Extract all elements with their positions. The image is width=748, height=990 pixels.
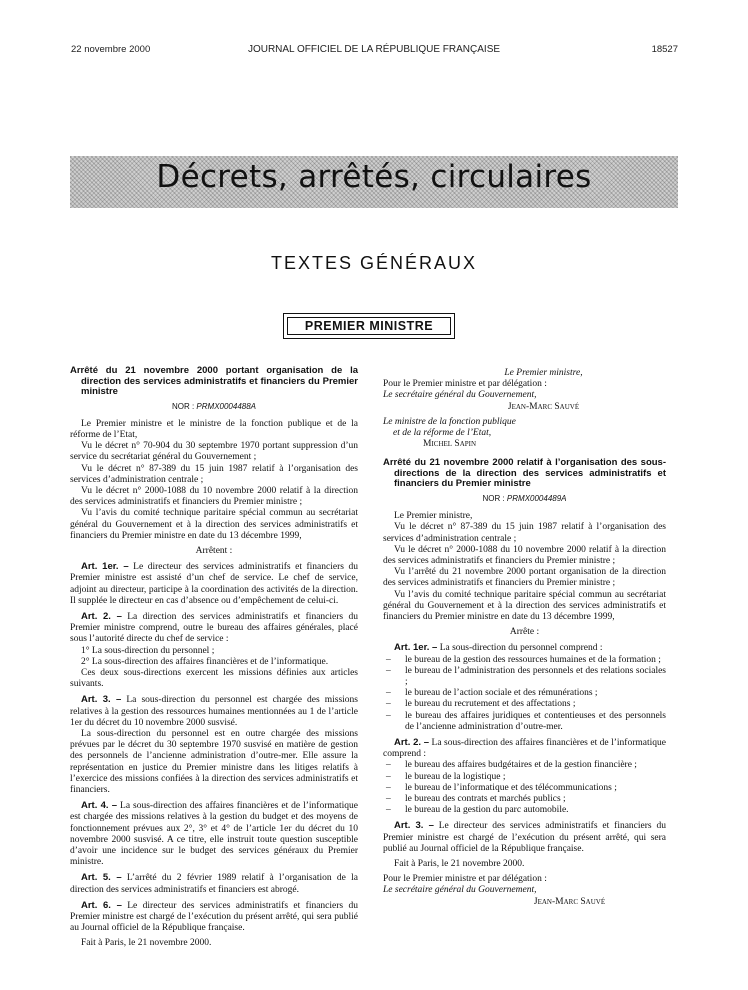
paragraph: Vu le décret n° 87-389 du 15 juin 1987 relatif à l’organisation des services d’administration centrale ; — [383, 522, 666, 544]
decree-title: Arrêté du 21 novembre 2000 portant organisation de la direction des services administratifs et financiers du Premier ministre — [70, 365, 358, 397]
article-label: Art. 2. – — [394, 736, 430, 748]
left-column — [70, 366, 358, 950]
article-6 — [70, 900, 358, 935]
article-3 — [70, 694, 358, 729]
article-1 — [383, 642, 666, 654]
article-text: Le directeur des services administratifs et financiers du Premier ministre est assisté d’un chef de service. Le chef de service, adjoint au directeur, participe à la coordination des activités de la direction. Il supplée le directeur en cas d’absence ou d’empêchement de celui-ci. — [70, 562, 358, 606]
signatory-name: Michel Sapin — [423, 439, 477, 450]
article-text: L’arrêté du 2 février 1989 relatif à l’organisation de la direction des services administratifs et financiers est abrogé. — [70, 873, 358, 895]
paragraph: Le Premier ministre, — [394, 511, 473, 522]
nor-label: NOR : — [482, 493, 507, 503]
article-text: Le directeur des services administratifs et financiers du Premier ministre est chargé de l’exécution du présent arrêté, qui sera publié au Journal officiel de la République française. — [70, 900, 358, 934]
article-label: Art. 1er. – — [394, 642, 438, 654]
paragraph: Le Premier ministre et le ministre de la fonction publique et de la réforme de l’Etat, — [70, 418, 358, 440]
done-at: Fait à Paris, le 21 novembre 2000. — [81, 938, 212, 949]
signature-line: Le ministre de la fonction publique — [383, 416, 516, 427]
paragraph: Vu le décret n° 70-904 du 30 septembre 1970 portant suppression d’un service du secrétariat général du Gouvernement ; — [70, 441, 358, 463]
signature-line: Pour le Premier ministre et par délégation : — [383, 379, 547, 390]
list-item-text: le bureau des affaires juridiques et contentieuses et des personnels de l’ancienne administration d’outre-mer. — [405, 710, 666, 732]
header-page-number: 18527 — [651, 44, 678, 55]
article-label: Art. 4. – — [81, 800, 118, 812]
decree-title: Arrêté du 21 novembre 2000 relatif à l’organisation des sous-directions de la direction des services administratifs et financiers du Premier ministre — [383, 457, 666, 490]
paragraph: Vu le décret n° 2000-1088 du 10 novembre 2000 relatif à la direction des services administratifs et financiers du Premier ministre ; — [70, 485, 358, 508]
list-item-text: le bureau de l’informatique et des télécommunications ; — [405, 782, 617, 793]
paragraph: Vu l’avis du comité technique paritaire spécial commun au secrétariat général du Gouvernement et à la direction des services administratifs et financiers du Premier ministre en date du 13 décembre 1999, — [383, 589, 666, 622]
right-column — [383, 368, 666, 908]
list-item: – le bureau du recrutement et des affectations ; — [386, 699, 576, 710]
list-item: – le bureau de l’informatique et des télécommunications ; — [386, 782, 617, 793]
list-item: – le bureau de la gestion du parc automobile. — [386, 805, 569, 816]
article-5 — [70, 872, 358, 895]
article-2 — [70, 611, 358, 646]
signature-line: Le secrétaire général du Gouvernement, — [383, 390, 537, 401]
list-item: 1° La sous-direction du personnel ; — [81, 645, 215, 656]
signature-line: Pour le Premier ministre et par délégation : — [383, 874, 547, 885]
banner-title: Décrets, arrêtés, circulaires — [156, 159, 592, 195]
article-2 — [383, 737, 666, 760]
list-item-text: le bureau des contrats et marchés publics ; — [405, 794, 566, 804]
paragraph: Vu le décret n° 87-389 du 15 juin 1987 relatif à l’organisation des services d’administration centrale ; — [70, 463, 358, 485]
arrete-heading: Arrête : — [509, 627, 540, 638]
list-item: – le bureau des affaires juridiques et contentieuses et des personnels de l’ancienne administration d’outre-mer. — [386, 710, 666, 732]
header-date: 22 novembre 2000 — [71, 44, 151, 55]
article-text: La sous-direction des affaires financières et de l’informatique est chargée des missions relatives à la gestion du budget et des moyens de fonctionnement prévues aux 2°, 3° et 4° de l’article 1er du décret du 10 novembre 2000 susvisé. A ce titre, elle instruit toute question susceptible d’avoir une incidence sur le budget des services généraux du Premier ministre. — [70, 801, 358, 868]
article-text: La direction des services administratifs et financiers du Premier ministre comprend, outre le bureau des affaires générales, placé sous l’autorité directe du chef de service : — [70, 611, 358, 645]
nor-reference — [70, 401, 358, 412]
article-text: La sous-direction du personnel comprend : — [437, 643, 603, 654]
article-label: Art. 3. – — [394, 820, 434, 832]
header-journal-title: JOURNAL OFFICIEL DE LA RÉPUBLIQUE FRANÇAISE — [247, 44, 501, 55]
signature-line: et de la réforme de l’Etat, — [393, 428, 492, 439]
nor-label: NOR : — [171, 401, 197, 411]
paragraph: La sous-direction du personnel est en outre chargée des missions prévues par le décret du 30 septembre 1970 susvisé en matière de gestion des personnels de l’ancienne administration d’outre-mer. Elle assure la représentation en justice du Premier ministre dans les litiges relatifs à l’exercice des missions confiées à la direction des services administratifs et financiers. — [70, 728, 358, 795]
list-item-text: le bureau des affaires budgétaires et de la gestion financière ; — [405, 760, 637, 771]
banner — [70, 156, 678, 208]
list-item-text: le bureau de la gestion des ressources humaines et de la formation ; — [405, 654, 661, 665]
article-label: Art. 2. – — [81, 610, 122, 622]
article-label: Art. 1er. – — [81, 561, 129, 573]
ministry-label: PREMIER MINISTRE — [287, 317, 451, 335]
article-text: La sous-direction des affaires financières et de l’informatique comprend : — [383, 737, 666, 760]
nor-code: PRMX0004488A — [196, 401, 257, 411]
signature-line: Le Premier ministre, — [504, 368, 583, 378]
article-label: Art. 6. – — [81, 899, 122, 911]
paragraph: Vu le décret n° 2000-1088 du 10 novembre 2000 relatif à la direction des services administratifs et financiers du Premier ministre ; — [383, 544, 666, 566]
article-4 — [70, 800, 358, 868]
ministry-box — [283, 313, 455, 339]
list-item-text: le bureau de la gestion du parc automobile. — [405, 805, 569, 816]
list-item-text: le bureau de l’action sociale et des rémunérations ; — [405, 688, 598, 699]
article-3 — [383, 820, 666, 855]
paragraph: Vu l’arrêté du 21 novembre 2000 portant organisation de la direction des services administratifs et financiers du Premier ministre ; — [383, 567, 666, 589]
list-item: – le bureau de la logistique ; — [386, 771, 506, 782]
article-text: Le directeur des services administratifs et financiers du Premier ministre est chargé de l’exécution du présent arrêté, qui sera publié au Journal officiel de la République française. — [383, 821, 666, 854]
signature-line: Le secrétaire général du Gouvernement, — [383, 885, 537, 896]
article-text: La sous-direction du personnel est chargée des missions relatives à la gestion des ressources humaines mentionnées au 1 de l’article 1er du décret du 10 novembre 2000 susvisé. — [70, 695, 358, 728]
paragraph: Ces deux sous-directions exercent les missions définies aux articles suivants. — [70, 667, 358, 690]
list-item: 2° La sous-direction des affaires financières et de l’informatique. — [81, 656, 329, 667]
paragraph: Vu l’avis du comité technique paritaire spécial commun au secrétariat général du Gouvernement et à la direction des services administratifs et financiers du Premier ministre en date du 13 décembre 1999, — [70, 508, 358, 541]
arretent-heading: Arrêtent : — [195, 545, 233, 556]
list-item-text: le bureau du recrutement et des affectations ; — [405, 699, 576, 710]
list-item-text: le bureau de l’administration des personnels et des relations sociales ; — [405, 665, 666, 687]
article-label: Art. 5. – — [81, 872, 122, 884]
nor-reference — [383, 493, 666, 504]
list-item: – le bureau des affaires budgétaires et de la gestion financière ; — [386, 760, 637, 771]
done-at: Fait à Paris, le 21 novembre 2000. — [394, 859, 525, 870]
nor-code: PRMX0004489A — [506, 493, 567, 503]
signatory-name: Jean-Marc Sauvé — [533, 896, 606, 907]
list-item: – le bureau de l’administration des personnels et des relations sociales ; — [386, 665, 666, 687]
list-item: – le bureau des contrats et marchés publics ; — [386, 794, 566, 804]
article-1 — [70, 561, 358, 607]
signatory-name: Jean-Marc Sauvé — [507, 401, 580, 412]
article-label: Art. 3. – — [81, 694, 122, 706]
list-item-text: le bureau de la logistique ; — [405, 771, 506, 782]
section-title: TEXTES GÉNÉRAUX — [270, 253, 478, 273]
list-item: – le bureau de l’action sociale et des rémunérations ; — [386, 688, 598, 699]
list-item: – le bureau de la gestion des ressources humaines et de la formation ; — [386, 654, 661, 665]
